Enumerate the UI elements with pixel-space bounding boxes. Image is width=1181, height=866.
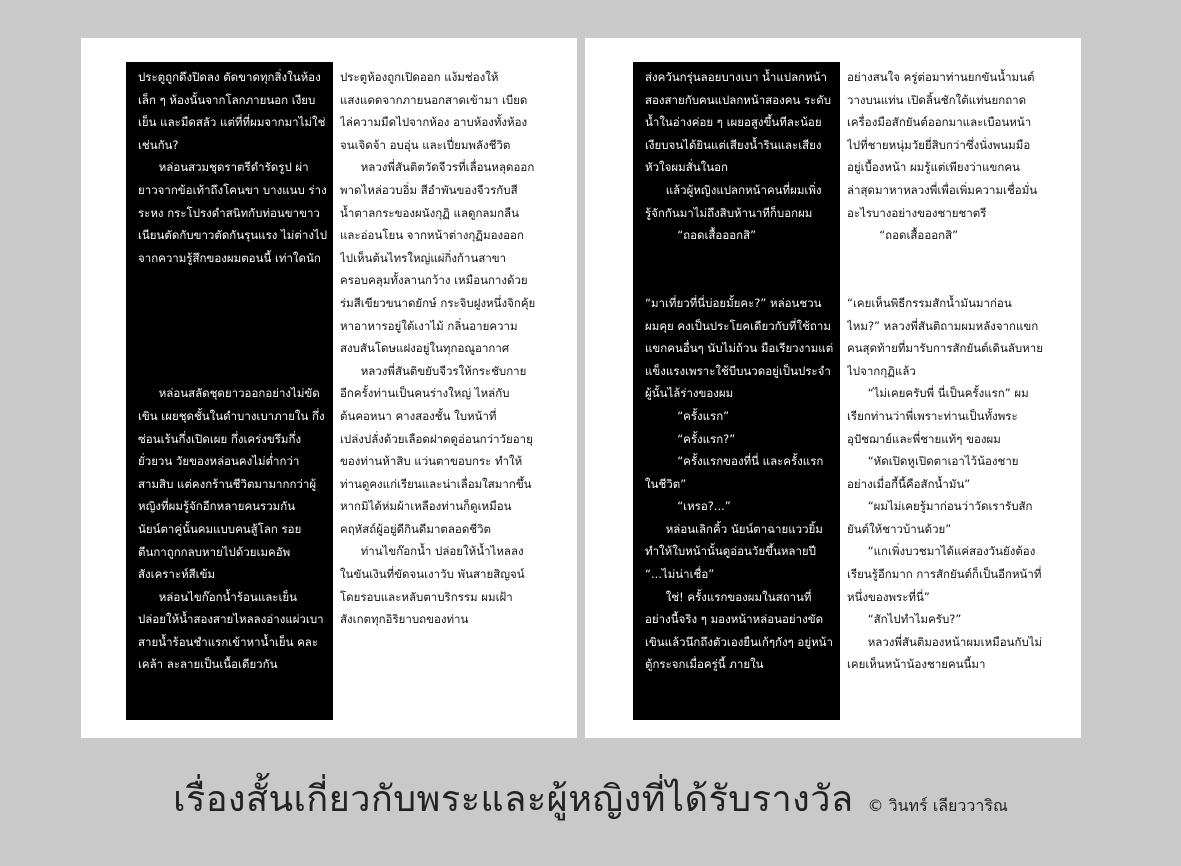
right-black-column bbox=[633, 62, 840, 720]
paragraph: หล่อนไขก๊อกน้ำร้อนและเย็น ปล่อยให้น้ำสองสายไหลลงอ่างแผ่วเบา สายน้ำร้อนชำแรกเข้าหาน้ำเย็น คละเคล้า ละลายเป็นเนื้อเดียวกัน bbox=[138, 589, 324, 672]
left-page bbox=[81, 38, 577, 738]
paragraph: “ครั้งแรก” bbox=[677, 408, 730, 423]
paragraph: หลวงพี่สันติขยับจีวรให้กระชับกายอีกครั้งท่านเป็นคนร่างใหญ่ ไหล่กับต้นคอหนา คางสองชั้น ใบหน้าที่เปล่งปลั่งด้วยเลือดฝาดดูอ่อนกว่าวัยอายุของท่านห้าสิบ แว่นตาขอบกระ ทำให้ท่านดูคงแก่เรียนและน่าเลื่อมใสมากขึ้น หากมิได้ห่มผ้าเหลืองท่านก็ดูเหมือนคฤหัสถ์ผู้อยู่ดีกินดีมาตลอดชีวิต bbox=[340, 363, 533, 536]
paragraph-spacer bbox=[645, 269, 834, 292]
right-white-column bbox=[847, 62, 1043, 720]
paragraph: หลวงพี่สันติตวัดจีวรที่เลื่อนหลุดออกพาดไหล่อวบอิ่ม สีอำพันของจีวรกับสีน้ำตาลกระของผนังกุฏิ แลดูกลมกลืนและอ่อนโยน จากหน้าต่างกุฏิมองออกไปเห็นต้นไทรใหญ่แผ่กิ่งก้านสาขาครอบคลุมทั้งลานกว้าง เหมือนกางด้วยร่มสีเขียวขนาดยักษ์ กระจิบฝูงหนึ่งจิกคุ้ยหาอาหารอยู่ใต้เงาไม้ กลิ่นอายความสงบสันโดษแฝงอยู่ในทุกอณูอากาศ bbox=[340, 160, 536, 356]
paragraph-spacer bbox=[847, 269, 1043, 292]
caption-credit: © วินทร์ เลียววาริณ bbox=[867, 796, 1008, 815]
paragraph: หล่อนสลัดชุดยาวออกอย่างไม่ขัดเขิน เผยชุดชั้นในดำบางเบาภายใน กึ่งซ่อนเร้นกึ่งเปิดเผย กึ่งเคร่งขรึมกึ่งยั่วยวน วัยของหล่อนคงไม่ต่ำกว่าสามสิบ แต่คงกร้านชีวิตมามากกว่าผู้หญิงที่ผมรู้จักอีกหลายคนรวมกัน นัยน์ตาคู่นั้นคมแบบคนสู้โลก รอยตีนกาถูกกลบหายไปด้วยเมคอัพสังเคราะห์สีเข้ม bbox=[138, 386, 325, 582]
right-page bbox=[585, 38, 1081, 738]
paragraph: “ไม่เคยครับพี่ นี่เป็นครั้งแรก” ผมเรียกท่านว่าพี่เพราะท่านเป็นทั้งพระอุปัชฌาย์และพี่ชายแท้ๆ ของผม bbox=[847, 386, 1029, 446]
paragraph: “ผมไม่เคยรู้มาก่อนว่าวัดเรารับสักยันต์ให้ชาวบ้านด้วย” bbox=[847, 499, 1033, 536]
paragraph-spacer bbox=[138, 269, 327, 382]
paragraph: “แกเพิ่งบวชมาได้แค่สองวันยังต้องเรียนรู้อีกมาก การสักยันต์ก็เป็นอีกหน้าที่หนึ่งของพระที่นี่” bbox=[847, 544, 1042, 604]
paragraph: อย่างสนใจ ครู่ต่อมาท่านยกขันน้ำมนต์วางบนแท่น เปิดลิ้นชักใต้แท่นยกถาดเครื่องมือสักยันต์ออกมาและเบือนหน้าไปที่ชายหนุ่มวัยยี่สิบกว่าซึ่งนั่งพนมมืออยู่เบื้องหน้า ผมรู้แต่เพียงว่าแขกคนล่าสุดมาหาหลวงพี่เพื่อเพิ่มความเชื่อมั่นอะไรบางอย่างของชายชาตรี bbox=[847, 70, 1038, 220]
paragraph: “เหรอ?...” bbox=[677, 499, 731, 514]
paragraph: “ถอดเสื้อออกสิ” bbox=[677, 228, 757, 243]
left-black-column bbox=[126, 62, 333, 720]
paragraph: “ถอดเสื้อออกสิ” bbox=[879, 228, 959, 243]
paragraph: แล้วผู้หญิงแปลกหน้าคนที่ผมเพิ่งรู้จักกันมาไม่ถึงสิบห้านาทีก็บอกผม bbox=[645, 182, 822, 220]
paragraph: ท่านไขก๊อกน้ำ ปล่อยให้น้ำไหลลงในขันเงินที่ขัดจนเงาวับ พันสายสิญจน์โดยรอบและหลับตาบริกรรม ผมเฝ้าสังเกตทุกอิริยาบถของท่าน bbox=[340, 544, 525, 627]
paragraph-spacer bbox=[645, 247, 834, 270]
paragraph: “ครั้งแรก?” bbox=[677, 431, 736, 446]
paragraph: “ครั้งแรกของที่นี่ และครั้งแรกในชีวิต” bbox=[645, 454, 824, 491]
paragraph: “หัดเปิดหูเปิดตาเอาไว้น้องชาย อย่างเมื่อกี้นี้คือสักน้ำมัน” bbox=[847, 454, 1019, 491]
paragraph: หล่อนสวมชุดราตรีดำรัดรูป ผ่ายาวจากข้อเท้าถึงโคนขา บางแนบ ร่างระหง กระโปรงดำสนิทกับท่อนขาขาวเนียนตัดกับขาวตัดกันรุนแรง ไม่ต่างไปจากความรู้สึกของผมตอนนี้ เท่าใดนัก bbox=[138, 160, 328, 265]
left-white-column bbox=[340, 62, 536, 720]
paragraph: หลวงพี่สันติมองหน้าผมเหมือนกับไม่เคยเห็นหน้าน้องชายคนนี้มา bbox=[847, 634, 1043, 672]
paragraph: หล่อนเลิกคิ้ว นัยน์ตาฉายแววยิ้ม ทำให้ใบหน้านั้นดูอ่อนวัยขึ้นหลายปี “...ไม่น่าเชื่อ” bbox=[645, 521, 823, 582]
paragraph: ใช่! ครั้งแรกของผมในสถานที่อย่างนี้จริง ๆ มองหน้าหล่อนอย่างขัดเขินแล้วนึกถึงตัวเองยืนเก้ๆกังๆ อยู่หน้าตู้กระจกเมื่อครู่นี้ ภายใน bbox=[645, 589, 833, 672]
caption-title: เรื่องสั้นเกี่ยวกับพระและผู้หญิงที่ได้รับรางวัล bbox=[173, 779, 854, 820]
paragraph: “มาเที่ยวที่นี่บ่อยมั้ยคะ?” หล่อนชวนผมคุย คงเป็นประโยคเดียวกับที่ใช้ถามแขกคนอื่นๆ นับไม่ถ้วน มือเรียวงามแต่แข็งแรงเพราะใช้บีบนวดอยู่เป็นประจำผู้นั้นไล้ร่างของผม bbox=[645, 295, 834, 401]
paragraph: ส่งควันกรุ่นลอยบางเบา น้ำแปลกหน้าสองสายกับคนแปลกหน้าสองคน ระดับน้ำในอ่างค่อย ๆ เผยอสูงขึ้นทีละน้อย เงียบจนได้ยินแต่เสียงน้ำรินและเสียงหัวใจผมสั่นในอก bbox=[645, 70, 832, 175]
caption bbox=[0, 770, 1181, 827]
paragraph: “เคยเห็นพิธีกรรมสักน้ำมันมาก่อนไหม?” หลวงพี่สันติถามผมหลังจากแขกคนสุดท้ายที่มารับการสักยันต์เดินลับหายไปจากกุฏิแล้ว bbox=[847, 295, 1043, 378]
paragraph: ประตูถูกดึงปิดลง ตัดขาดทุกสิ่งในห้องเล็ก ๆ ห้องนั้นจากโลกภายนอก เงียบ เย็น และมืดสลัว แต่ที่ที่ผมจากมาไม่ใช่เช่นกัน? bbox=[138, 70, 326, 152]
paragraph: “สักไปทำไมครับ?” bbox=[867, 612, 962, 627]
paragraph: ประตูห้องถูกเปิดออก แง้มช่องให้แสงแดดจากภายนอกสาดเข้ามา เบียดไล่ความมืดไปจากห้อง อาบห้องทั้งห้องจนเจิดจ้า อบอุ่น และเปี่ยมพลังชีวิต bbox=[340, 70, 528, 152]
paragraph-spacer bbox=[847, 247, 1043, 270]
